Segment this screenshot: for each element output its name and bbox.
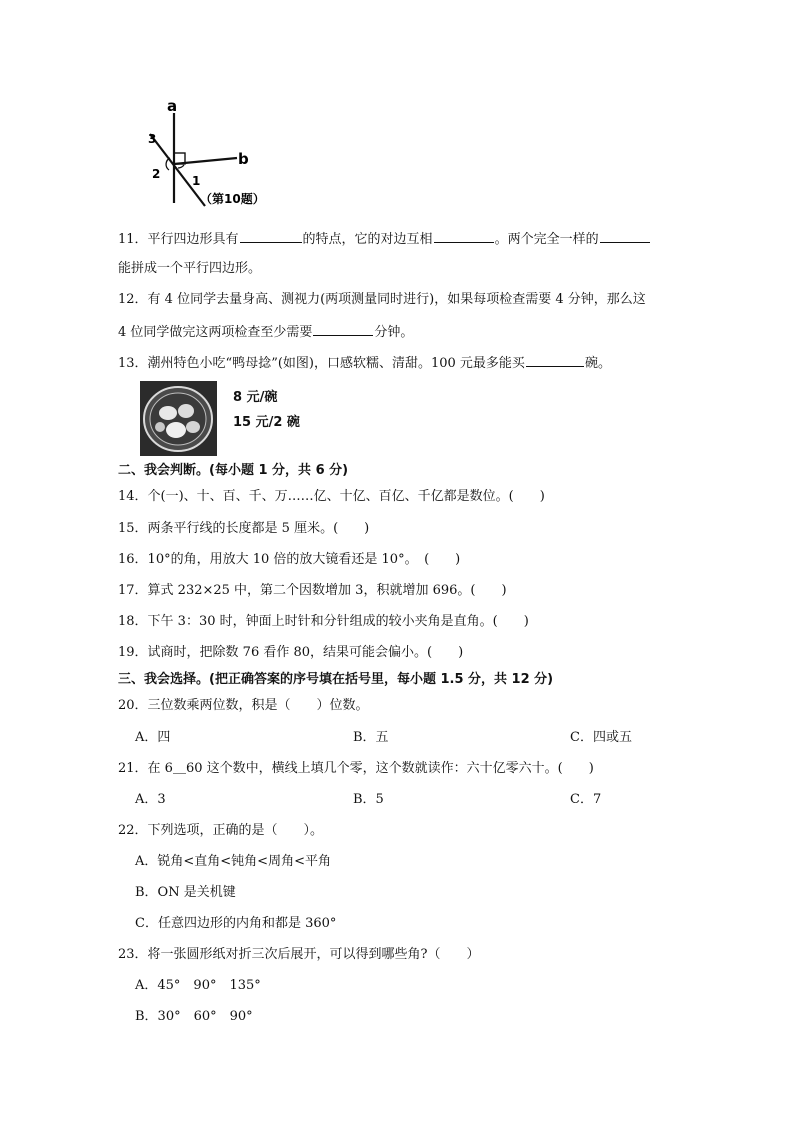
answer-blank[interactable] bbox=[526, 354, 584, 367]
label-a: a bbox=[167, 98, 178, 115]
label-1: 1 bbox=[192, 174, 201, 188]
q13-text-1: 13．潮州特色小吃“鸭母捻”(如图)，口感软糯、清甜。100 元最多能买 bbox=[118, 356, 525, 371]
section-2-heading: 二、我会判断。(每小题 1 分，共 6 分) bbox=[118, 463, 349, 478]
section-3-heading: 三、我会选择。(把正确答案的序号填在括号里，每小题 1.5 分，共 12 分) bbox=[118, 672, 554, 687]
question-23: 23．将一张圆形纸对折三次后展开，可以得到哪些角?（ ） bbox=[118, 947, 480, 962]
option-b[interactable]: B．ON 是关机键 bbox=[135, 885, 236, 900]
q12-text-2: 4 位同学做完这两项检查至少需要 bbox=[118, 325, 313, 340]
option-b[interactable]: B．五 bbox=[353, 730, 389, 745]
option-a[interactable]: A．锐角<直角<钝角<周角<平角 bbox=[135, 854, 331, 869]
q11-text-3: 。两个完全一样的 bbox=[494, 232, 599, 247]
option-b[interactable]: B．5 bbox=[353, 792, 384, 807]
judgment-item: 18．下午 3：30 时，钟面上时针和分针组成的较小夹角是直角。( ) bbox=[118, 614, 529, 629]
question-11-cont bbox=[118, 261, 261, 277]
judgment-item: 14．个(一)、十、百、千、万……亿、十亿、百亿、千亿都是数位。( ) bbox=[118, 489, 545, 504]
option-a[interactable]: A．45° 90° 135° bbox=[135, 978, 261, 993]
option-c[interactable]: C．7 bbox=[570, 792, 602, 807]
label-3: 3 bbox=[148, 132, 157, 146]
judgment-item: 15．两条平行线的长度都是 5 厘米。( ) bbox=[118, 521, 370, 536]
option-a[interactable]: A．3 bbox=[135, 792, 166, 807]
question-10-figure bbox=[140, 98, 300, 213]
question-21: 21．在 6＿60 这个数中，横线上填几个零，这个数就读作：六十亿零六十。( ) bbox=[118, 761, 594, 776]
judgment-item: 17．算式 232×25 中，第二个因数增加 3，积就增加 696。( ) bbox=[118, 583, 507, 598]
question-11 bbox=[118, 230, 651, 248]
judgment-item: 19．试商时，把除数 76 看作 80，结果可能会偏小。( ) bbox=[118, 645, 464, 660]
answer-blank[interactable] bbox=[240, 230, 302, 243]
answer-blank[interactable] bbox=[434, 230, 494, 243]
question-12-cont bbox=[118, 323, 413, 341]
q13-text-2: 碗。 bbox=[584, 356, 611, 371]
label-b: b bbox=[238, 150, 249, 168]
question-13 bbox=[118, 354, 611, 372]
option-c[interactable]: C．四或五 bbox=[570, 730, 632, 745]
price-single: 8 元/碗 bbox=[233, 390, 278, 405]
q12-text-3: 分钟。 bbox=[374, 325, 414, 340]
q11-text-2: 的特点，它的对边互相 bbox=[302, 232, 433, 247]
question-20: 20．三位数乘两位数，积是（ ）位数。 bbox=[118, 698, 369, 713]
option-a[interactable]: A．四 bbox=[135, 730, 171, 745]
figure-caption: （第10题） bbox=[200, 192, 265, 206]
question-12 bbox=[118, 292, 646, 308]
judgment-item: 16．10°的角，用放大 10 倍的放大镜看还是 10°。 ( ) bbox=[118, 552, 461, 567]
label-2: 2 bbox=[152, 167, 161, 181]
q11-text-4: 能拼成一个平行四边形。 bbox=[118, 261, 262, 276]
line-b bbox=[174, 158, 237, 164]
answer-blank[interactable] bbox=[313, 323, 373, 336]
angle-arc-1 bbox=[178, 165, 184, 168]
q11-text-1: 11．平行四边形具有 bbox=[118, 232, 239, 247]
option-b[interactable]: B．30° 60° 90° bbox=[135, 1009, 253, 1024]
duck-dumpling-bowl-image bbox=[140, 381, 217, 456]
price-double: 15 元/2 碗 bbox=[233, 415, 300, 430]
q12-text-1: 12．有 4 位同学去量身高、测视力(两项测量同时进行)，如果每项检查需要 4 分钟，那么这 bbox=[118, 292, 646, 307]
question-22: 22．下列选项，正确的是（ ）。 bbox=[118, 823, 324, 838]
answer-blank[interactable] bbox=[600, 230, 650, 243]
option-c[interactable]: C．任意四边形的内角和都是 360° bbox=[135, 916, 337, 931]
